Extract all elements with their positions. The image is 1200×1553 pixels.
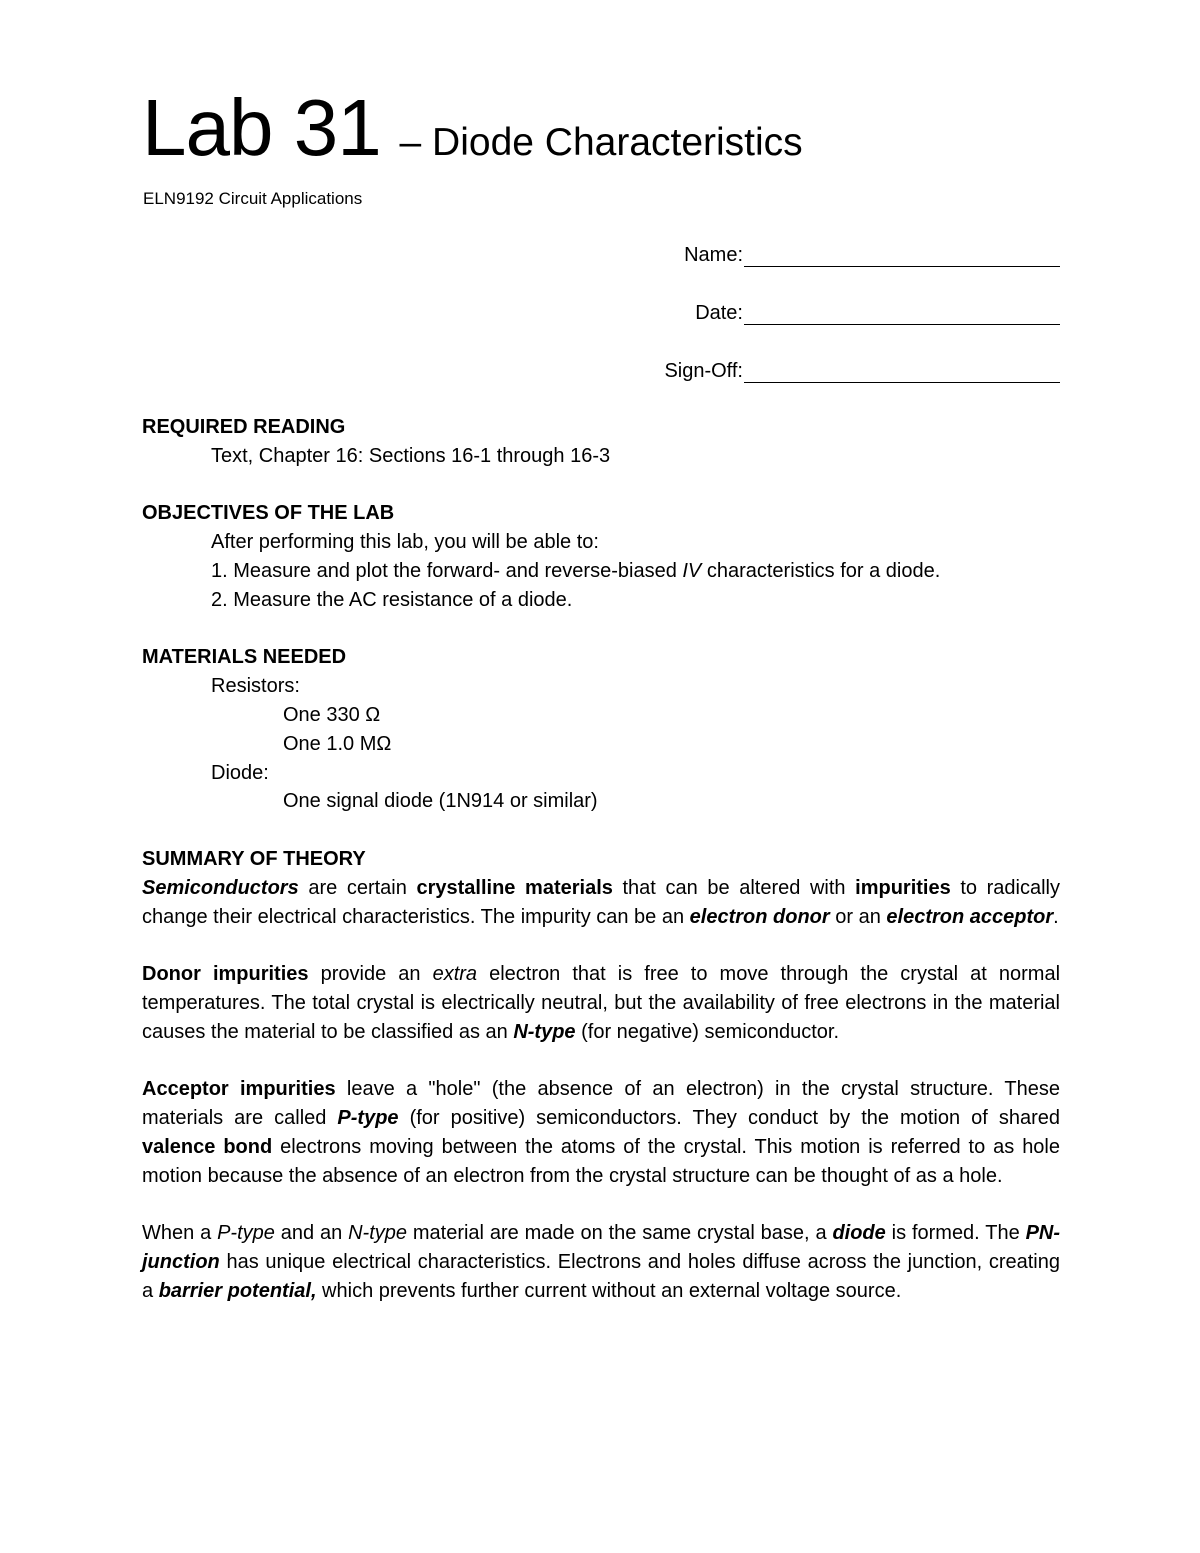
lab-content xyxy=(142,413,1060,1306)
required-reading-heading: REQUIRED READING xyxy=(142,416,346,438)
date-field[interactable] xyxy=(695,301,1060,325)
date-blank-line[interactable] xyxy=(744,304,1060,325)
diode-item-1: One signal diode (1N914 or similar) xyxy=(283,790,598,813)
date-label: Date: xyxy=(695,302,743,324)
required-reading-text: Text, Chapter 16: Sections 16-1 through 16-3 xyxy=(211,444,611,467)
materials-heading: MATERIALS NEEDED xyxy=(142,646,347,669)
required-reading-section xyxy=(142,413,1060,471)
theory-paragraph-donor: Donor impurities provide an extra electron that is free to move through the crystal at normal temperatures. The total crystal is electrically neutral, but the availability of free electrons in the material causes the material to be classified as an N-type (for negative) semiconductor. xyxy=(142,963,1061,1043)
theory-paragraph-acceptor: Acceptor impurities leave a "hole" (the absence of an electron) in the crystal structure. These materials are called P-type (for positive) semiconductors. They conduct by the motion of shared valence bond electrons moving between the atoms of the crystal. This motion is referred to as hole motion because the absence of an electron from the crystal structure can be thought of as a hole. xyxy=(142,1078,1060,1187)
objective-item-1: 1. Measure and plot the forward- and reverse-biased IV characteristics for a diode. xyxy=(211,559,941,582)
resistors-label: Resistors: xyxy=(211,675,300,698)
name-label: Name: xyxy=(684,244,743,266)
lab-title xyxy=(142,83,803,172)
objectives-intro: After performing this lab, you will be able to: xyxy=(211,531,599,554)
theory-heading: SUMMARY OF THEORY xyxy=(142,847,366,870)
lab-title-number: Lab 31 xyxy=(142,83,381,172)
theory-paragraph-semiconductors: Semiconductors are certain crystalline materials that can be altered with impurities to radically change their electrical characteristics. The impurity can be an electron donor or an electron acceptor. xyxy=(142,876,1061,928)
objectives-section xyxy=(142,499,1060,614)
materials-section xyxy=(142,643,1060,816)
name-blank-line[interactable] xyxy=(744,246,1060,267)
diode-label: Diode: xyxy=(211,761,269,784)
signoff-blank-line[interactable] xyxy=(744,362,1060,383)
theory-paragraph-diode: When a P-type and an N-type material are made on the same crystal base, a diode is formed. The PN-junction has unique electrical characteristics. Electrons and holes diffuse across the junction, creating a barrier potential, which prevents further current without an external voltage source. xyxy=(142,1222,1061,1302)
lab-title-subject: – Diode Characteristics xyxy=(388,121,803,164)
signoff-field[interactable] xyxy=(664,359,1060,383)
signoff-label: Sign-Off: xyxy=(664,360,743,382)
resistor-item-2: One 1.0 MΩ xyxy=(283,732,392,755)
objective-item-2: 2. Measure the AC resistance of a diode. xyxy=(211,588,573,611)
objectives-heading: OBJECTIVES OF THE LAB xyxy=(142,502,395,525)
name-field[interactable] xyxy=(684,243,1060,267)
resistor-item-1: One 330 Ω xyxy=(283,703,381,726)
course-name: ELN9192 Circuit Applications xyxy=(143,189,363,208)
theory-section xyxy=(142,845,1060,1306)
